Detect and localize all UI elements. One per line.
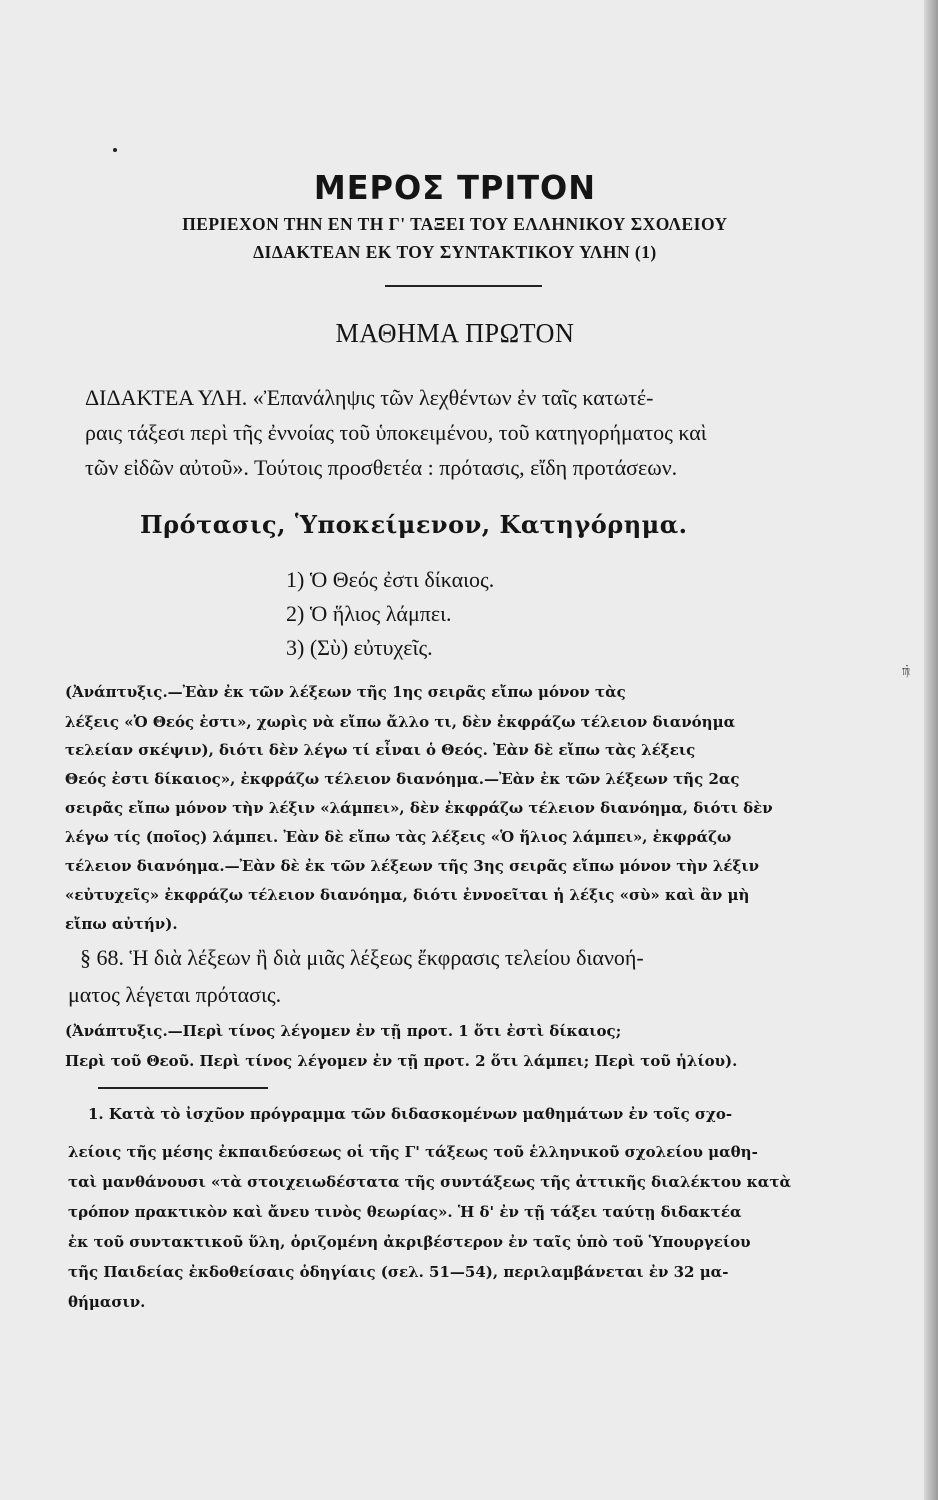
footnote-line-2: λείοις τῆς μέσης ἐκπαιδεύσεως οἱ τῆς Γ' τάξεως τοῦ ἑλληνικοῦ σχολείου μαθη- bbox=[68, 1143, 758, 1161]
intro-line-2: ραις τάξεσι περὶ τῆς ἐννοίας τοῦ ὑποκειμένου, τοῦ κατηγορήματος καὶ bbox=[85, 420, 707, 445]
footnote-line-5: ἐκ τοῦ συντακτικοῦ ὕλη, ὁριζομένη ἀκριβέστερον ἐν ταῖς ὑπὸ τοῦ Ὑπουργείου bbox=[68, 1233, 751, 1251]
header-rule bbox=[385, 285, 542, 287]
analysis-line-8: «εὐτυχεῖς» ἐκφράζω τέλειον διανόημα, διότι ἐννοεῖται ἡ λέξις «σὺ» καὶ ἂν μὴ bbox=[65, 886, 750, 904]
lesson-title: ΜΑΘΗΜΑ ΠΡΩΤΟΝ bbox=[335, 318, 575, 348]
example-2: 2) Ὁ ἥλιος λάμπει. bbox=[286, 601, 452, 626]
paragraph-68-line-2: ματος λέγεται πρότασις. bbox=[68, 982, 282, 1007]
intro-line-3: τῶν εἰδῶν αὐτοῦ». Τούτοις προσθετέα : πρότασις, εἴδη προτάσεων. bbox=[85, 455, 678, 480]
footnote-line-6: τῆς Παιδείας ἐκδοθείσαις ὁδηγίαις (σελ. 51—54), περιλαμβάνεται ἐν 32 μα- bbox=[68, 1263, 729, 1281]
margin-note: τῆι bbox=[902, 664, 911, 679]
analysis2-line-2: Περὶ τοῦ Θεοῦ. Περὶ τίνος λέγομεν ἐν τῇ προτ. 2 ὅτι λάμπει; Περὶ τοῦ ἡλίου). bbox=[65, 1052, 738, 1070]
analysis-line-3: τελείαν σκέψιν), διότι δὲν λέγω τί εἶναι ὁ Θεός. Ἐὰν δὲ εἴπω τὰς λέξεις bbox=[65, 741, 696, 759]
subtitle-line-2: ΔΙΔΑΚΤΕΑΝ ΕΚ ΤΟΥ ΣΥΝΤΑΚΤΙΚΟΥ ΥΛΗΝ (1) bbox=[253, 242, 657, 262]
analysis-line-6: λέγω τίς (ποῖος) λάμπει. Ἐὰν δὲ εἴπω τὰς λέξεις «Ὁ ἥλιος λάμπει», ἐκφράζω bbox=[65, 828, 732, 846]
paragraph-68-line-1: § 68. Ἡ διὰ λέξεων ἢ διὰ μιᾶς λέξεως ἔκφρασις τελείου διανοή- bbox=[80, 945, 644, 970]
ink-dot bbox=[113, 148, 117, 152]
part-title: ΜΕΡΟΣ ΤΡΙΤΟΝ bbox=[313, 168, 596, 207]
footnote-line-3: ταὶ μανθάνουσι «τὰ στοιχειωδέστατα τῆς συντάξεως τῆς ἀττικῆς διαλέκτου κατὰ bbox=[68, 1173, 791, 1191]
page-edge-shadow bbox=[924, 0, 938, 1500]
subtitle-line-1: ΠΕΡΙΕΧΟΝ ΤΗΝ ΕΝ ΤΗ Γ' ΤΑΞΕΙ ΤΟΥ ΕΛΛΗΝΙΚΟΥ ΣΧΟΛΕΙΟΥ bbox=[182, 214, 728, 234]
footnote-line-4: τρόπον πρακτικὸν καὶ ἄνευ τινὸς θεωρίας». Ἡ δ' ἐν τῇ τάξει ταύτῃ διδακτέα bbox=[68, 1203, 742, 1221]
footnote-line-7: θήμασιν. bbox=[68, 1293, 146, 1311]
analysis2-line-1: (Ἀνάπτυξις.—Περὶ τίνος λέγομεν ἐν τῇ προτ. 1 ὅτι ἐστὶ δίκαιος; bbox=[65, 1022, 622, 1040]
analysis-line-2: λέξεις «Ὁ Θεός ἐστι», χωρὶς νὰ εἴπω ἄλλο τι, δὲν ἐκφράζω τέλειον διανόημα bbox=[65, 713, 736, 731]
footnote-rule bbox=[98, 1087, 268, 1089]
analysis-line-5: σειρᾶς εἴπω μόνον τὴν λέξιν «λάμπει», δὲν ἐκφράζω τέλειον διανόημα, διότι δὲν bbox=[65, 799, 773, 817]
analysis-line-7: τέλειον διανόημα.—Ἐὰν δὲ ἐκ τῶν λέξεων τῆς 3ης σειρᾶς εἴπω μόνον τὴν λέξιν bbox=[65, 857, 760, 875]
intro-line-1: ΔΙΔΑΚΤΕΑ ΥΛΗ. «Ἐπανάληψις τῶν λεχθέντων ἐν ταῖς κατωτέ- bbox=[85, 385, 654, 410]
analysis-line-9: εἴπω αὐτήν). bbox=[65, 915, 178, 933]
example-1: 1) Ὁ Θεός ἐστι δίκαιος. bbox=[286, 567, 495, 592]
section-heading: Πρότασις, Ὑποκείμενον, Κατηγόρημα. bbox=[140, 510, 688, 539]
footnote-line-1: 1. Κατὰ τὸ ἰσχῦον πρόγραμμα τῶν διδασκομένων μαθημάτων ἐν τοῖς σχο- bbox=[88, 1105, 733, 1123]
analysis-line-1: (Ἀνάπτυξις.—Ἐὰν ἐκ τῶν λέξεων τῆς 1ης σειρᾶς εἴπω μόνον τὰς bbox=[65, 683, 626, 701]
example-3: 3) (Σὺ) εὐτυχεῖς. bbox=[286, 635, 433, 660]
analysis-line-4: Θεός ἐστι δίκαιος», ἐκφράζω τέλειον διανόημα.—Ἐὰν ἐκ τῶν λέξεων τῆς 2ας bbox=[65, 770, 740, 788]
